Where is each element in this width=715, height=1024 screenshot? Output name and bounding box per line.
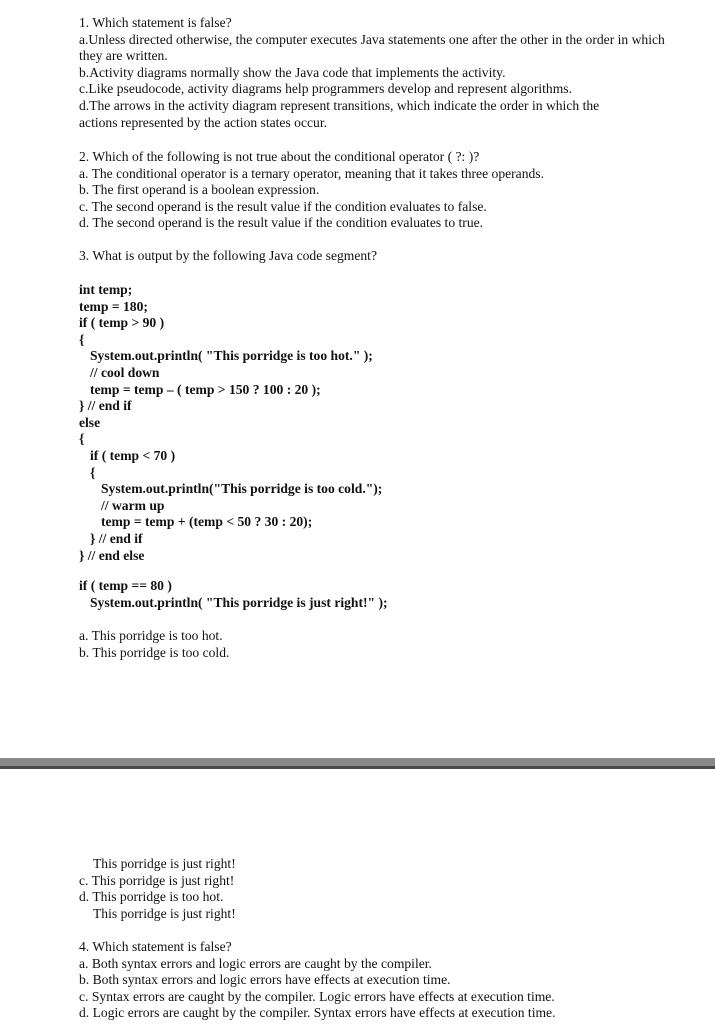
code-segment (79, 282, 679, 564)
q1-option-d: d.The arrows in the activity diagram represent transitions, which indicate the order in which the actions represented by the action states occur. (79, 97, 600, 130)
question-4 (79, 939, 679, 1022)
code-line: { (90, 464, 96, 480)
q3-option-a: a. This porridge is too hot. (79, 628, 223, 643)
q4-option-c: c. Syntax errors are caught by the compiler. Logic errors have effects at execution time. (79, 988, 555, 1004)
question-1 (79, 15, 679, 131)
code-line: int temp; (79, 282, 133, 297)
q4-option-b: b. Both syntax errors and logic errors have effects at execution time. (79, 972, 451, 988)
code-line: } // end if (79, 398, 132, 414)
q3-options-page1 (79, 628, 679, 661)
q3-option-b: b. This porridge is too cold. (79, 644, 230, 660)
code-line: if ( temp < 70 ) (90, 447, 176, 463)
code-line: // warm up (101, 497, 165, 513)
q1-option-b: b.Activity diagrams normally show the Java code that implements the activity. (79, 64, 506, 80)
question-3 (79, 248, 679, 265)
q3-question: 3. What is output by the following Java code segment? (79, 248, 377, 263)
code-line: if ( temp == 80 ) (79, 578, 172, 593)
code-line: } // end if (90, 530, 143, 546)
code-line: System.out.println( "This porridge is too hot." ); (90, 348, 373, 364)
q3-option-c: c. This porridge is just right! (79, 872, 235, 888)
q2-option-a: a. The conditional operator is a ternary operator, meaning that it takes three operands. (79, 165, 544, 181)
code-line: { (79, 331, 85, 347)
q4-question: 4. Which statement is false? (79, 939, 232, 954)
q1-question: 1. Which statement is false? (79, 15, 232, 30)
q2-option-d: d. The second operand is the result value if the condition evaluates to true. (79, 215, 484, 231)
code-line: System.out.println("This porridge is too cold."); (101, 481, 383, 497)
code-line: System.out.println( "This porridge is just right!" ); (90, 594, 388, 610)
code-line: } // end else (79, 547, 145, 563)
q1-option-c: c.Like pseudocode, activity diagrams help programmers develop and represent algorithms. (79, 81, 572, 97)
q2-option-c: c. The second operand is the result value if the condition evaluates to false. (79, 198, 487, 214)
code-line: temp = temp + (temp < 50 ? 30 : 20); (101, 514, 313, 530)
code-line: { (79, 431, 85, 447)
code-line: // cool down (90, 364, 160, 380)
q2-option-b: b. The first operand is a boolean expression. (79, 182, 320, 198)
code-line: temp = 180; (79, 298, 148, 314)
q2-question: 2. Which of the following is not true about the conditional operator ( ?: )? (79, 149, 480, 164)
q3-option-d: d. This porridge is too hot. (79, 889, 224, 905)
q1-option-a: a.Unless directed otherwise, the computer executes Java statements one after the other in the order in which they are written. (79, 31, 665, 64)
q3-options-page2 (79, 856, 679, 922)
code-segment-tail (79, 578, 679, 611)
code-line: temp = temp – ( temp > 150 ? 100 : 20 ); (90, 381, 321, 397)
q4-option-d: d. Logic errors are caught by the compiler. Syntax errors have effects at execution time. (79, 1005, 556, 1021)
q3-option-b-continued: This porridge is just right! (93, 856, 236, 871)
code-line: if ( temp > 90 ) (79, 315, 165, 331)
question-2 (79, 149, 679, 232)
code-line: else (79, 414, 101, 430)
q4-option-a: a. Both syntax errors and logic errors are caught by the compiler. (79, 955, 432, 971)
page-2 (0, 768, 715, 1024)
q3-option-d-continued: This porridge is just right! (93, 905, 236, 921)
